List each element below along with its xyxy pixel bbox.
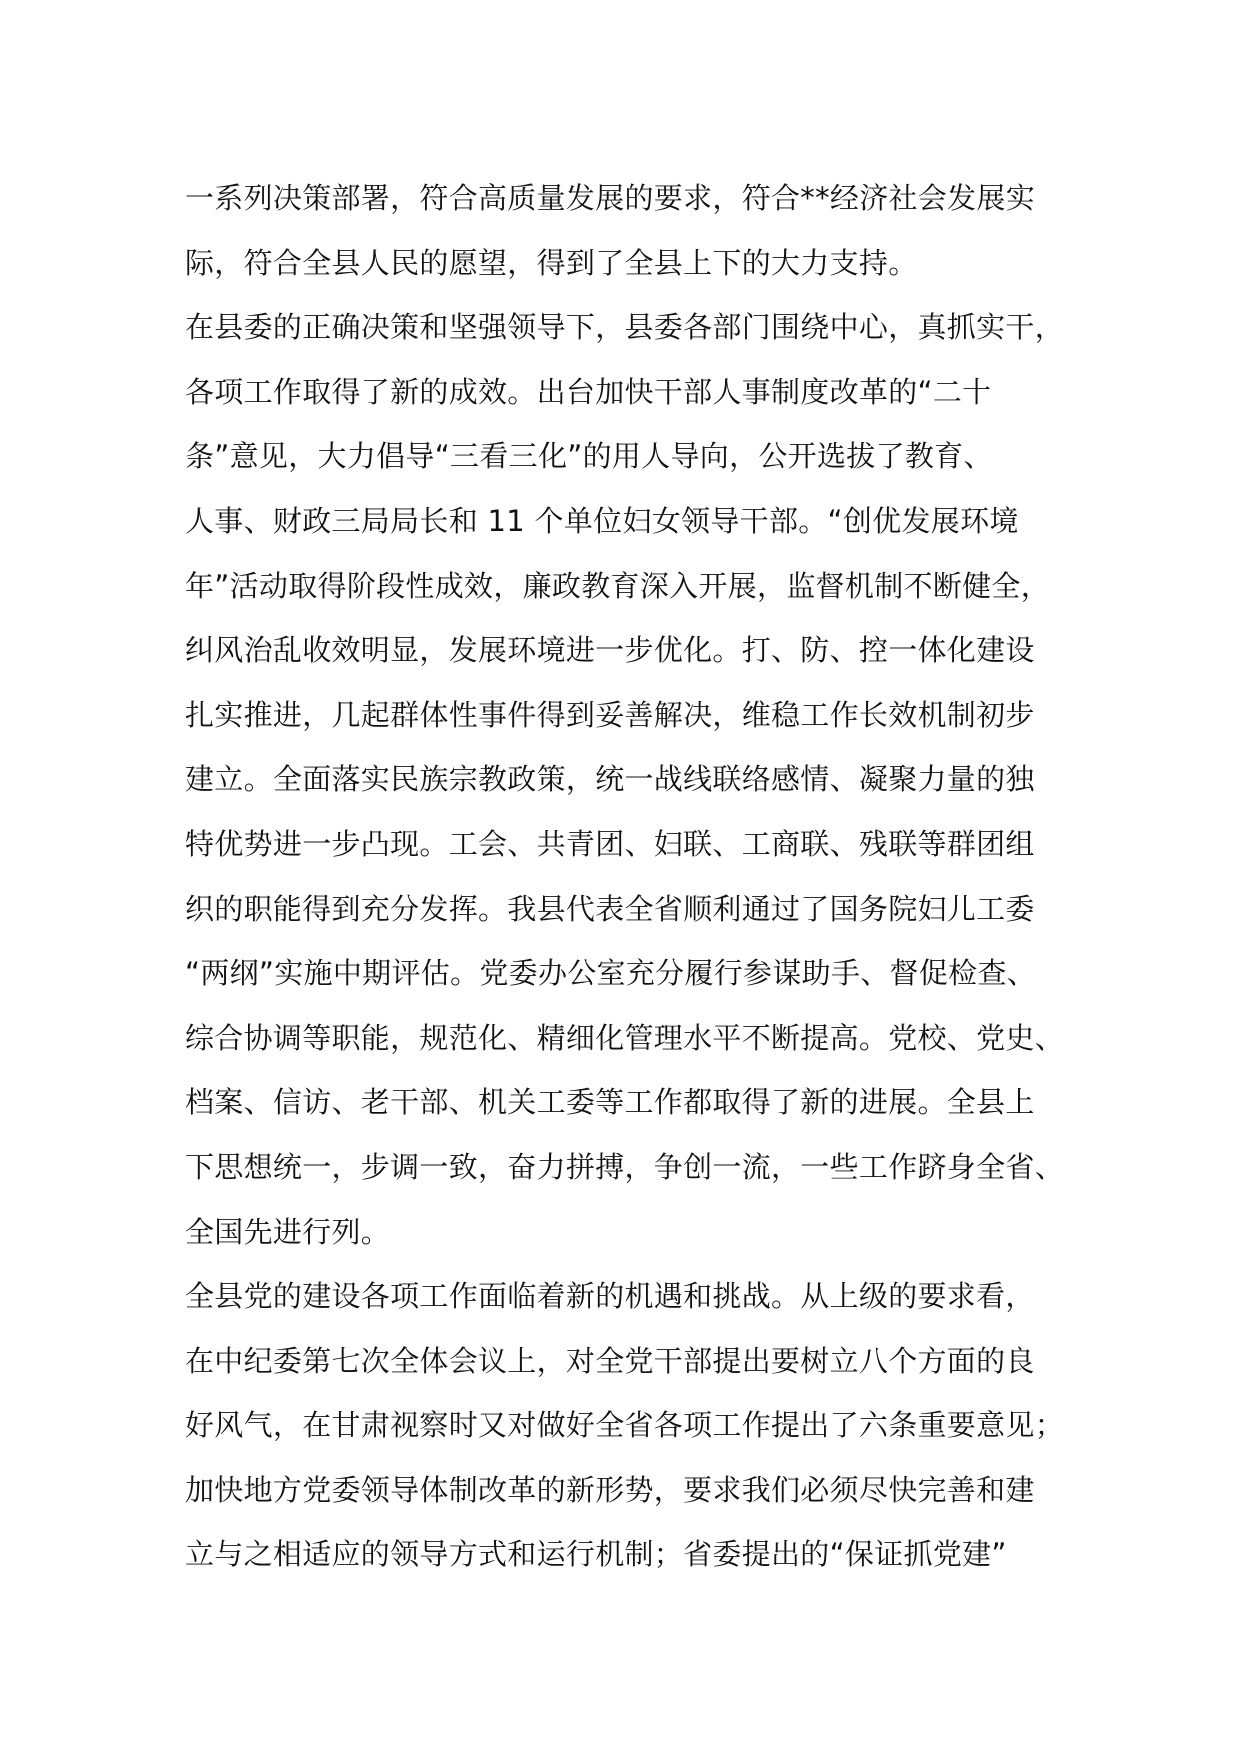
text-line: 织的职能得到充分发挥。我县代表全省顺利通过了国务院妇儿工委	[185, 891, 1035, 926]
text-line: 下思想统一，步调一致，奋力拼搏，争创一流，一些工作跻身全省、	[185, 1149, 1065, 1184]
document-body	[185, 166, 1085, 1587]
paragraph-1	[185, 166, 1085, 295]
text-line: 在中纪委第七次全体会议上，对全党干部提出要树立八个方面的良	[185, 1343, 1035, 1378]
text-line: 际，符合全县人民的愿望，得到了全县上下的大力支持。	[185, 245, 918, 280]
text-line: 条”意见，大力倡导“三看三化”的用人导向，公开选拔了教育、	[185, 439, 993, 474]
text-line: 特优势进一步凸现。工会、共青团、妇联、工商联、残联等群团组	[185, 826, 1035, 861]
text-line: 立与之相适应的领导方式和运行机制；省委提出的“保证抓党建”	[185, 1537, 1007, 1572]
text-line: 全县党的建设各项工作面临着新的机遇和挑战。从上级的要求看，	[185, 1279, 1035, 1314]
paragraph-2	[185, 295, 1085, 1264]
text-line: 一系列决策部署，符合高质量发展的要求，符合**经济社会发展实	[185, 181, 1036, 215]
text-line: 综合协调等职能，规范化、精细化管理水平不断提高。党校、党史、	[185, 1020, 1065, 1055]
text-line: 纠风治乱收效明显，发展环境进一步优化。打、防、控一体化建设	[185, 633, 1035, 668]
text-line: 档案、信访、老干部、机关工委等工作都取得了新的进展。全县上	[185, 1085, 1035, 1120]
text-line: 加快地方党委领导体制改革的新形势，要求我们必须尽快完善和建	[185, 1472, 1035, 1507]
text-line: 年”活动取得阶段性成效，廉政教育深入开展，监督机制不断健全，	[185, 568, 1051, 603]
text-line: 在县委的正确决策和坚强领导下，县委各部门围绕中心，真抓实干，	[185, 310, 1065, 345]
text-line: 各项工作取得了新的成效。出台加快干部人事制度改革的“二十	[185, 374, 992, 409]
text-line: 建立。全面落实民族宗教政策，统一战线联络感情、凝聚力量的独	[185, 762, 1035, 797]
paragraph-3	[185, 1264, 1085, 1587]
text-line: 全国先进行列。	[185, 1214, 391, 1249]
text-line: 人事、财政三局局长和 11 个单位妇女领导干部。“创优发展环境	[185, 503, 1019, 538]
text-line: “两纲”实施中期评估。党委办公室充分履行参谋助手、督促检查、	[185, 956, 1037, 991]
text-line: 扎实推进，几起群体性事件得到妥善解决，维稳工作长效机制初步	[185, 697, 1035, 732]
text-line: 好风气，在甘肃视察时又对做好全省各项工作提出了六条重要意见；	[185, 1408, 1065, 1443]
